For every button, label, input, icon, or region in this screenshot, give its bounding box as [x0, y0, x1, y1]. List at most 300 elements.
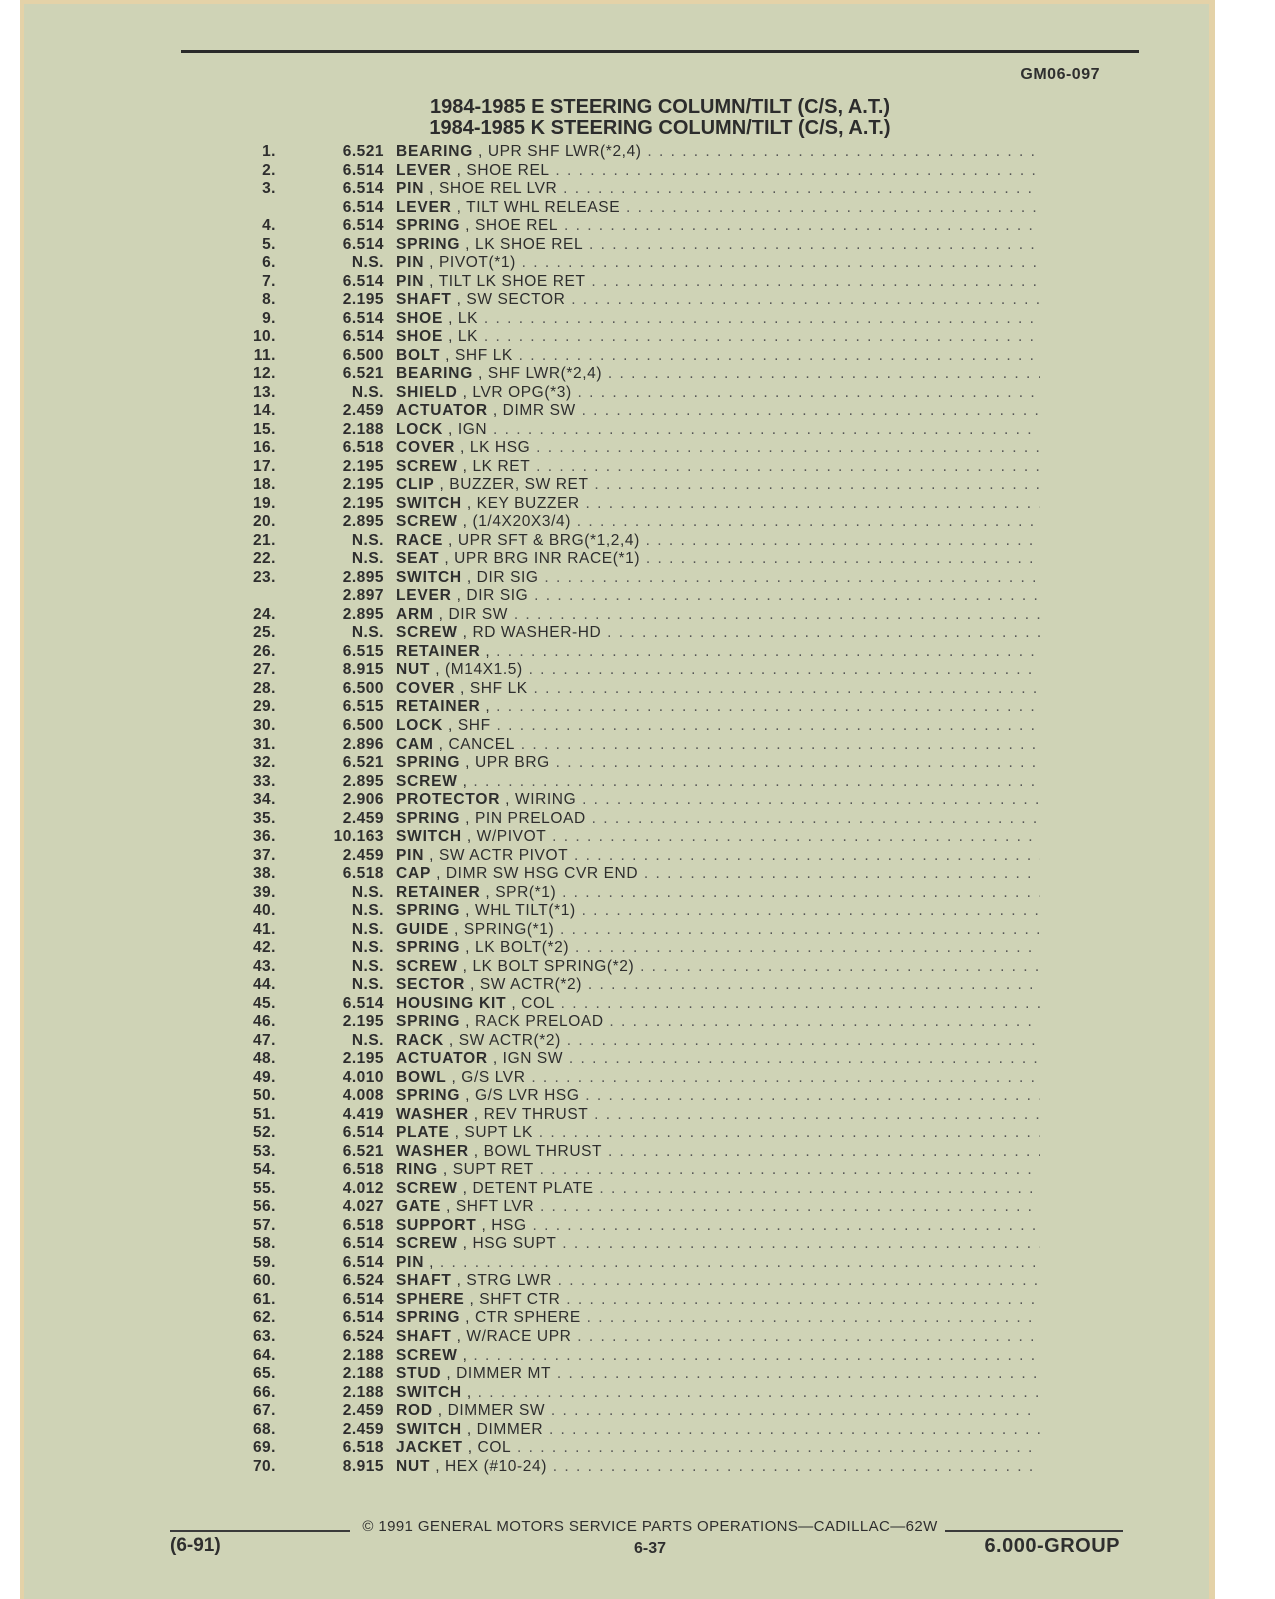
group-number: 6.514 [342, 198, 384, 216]
group-number: 2.459 [342, 1420, 384, 1438]
part-description [396, 1106, 1040, 1124]
part-name: SEAT [396, 550, 440, 568]
part-number: 13. [252, 383, 276, 401]
group-number: 6.514 [342, 272, 384, 290]
list-item [220, 1421, 1070, 1440]
list-item [220, 1124, 1070, 1143]
part-name: SHAFT [396, 1272, 452, 1290]
group-number: 6.514 [342, 161, 384, 179]
list-item [220, 1217, 1070, 1236]
part-name: RETAINER [396, 642, 481, 660]
group-number: 2.895 [342, 513, 384, 531]
part-number: 7. [262, 272, 276, 290]
part-number: 34. [252, 791, 276, 809]
part-description [396, 698, 1040, 716]
part-number: 62. [252, 1309, 276, 1327]
part-name: SWITCH [396, 828, 462, 846]
part-name: LOCK [396, 716, 444, 734]
part-detail: , UPR SHF LWR(*2,4) . . . [478, 143, 1040, 160]
part-description [396, 791, 1040, 809]
part-number: 57. [252, 1216, 276, 1234]
part-number: 18. [252, 476, 276, 494]
part-detail: , RACK PRELOAD . . . [465, 1013, 1040, 1030]
group-number: N.S. [351, 957, 384, 975]
part-name: BEARING [396, 143, 474, 160]
part-name: SCREW [396, 457, 458, 475]
part-name: CAP [396, 865, 432, 883]
part-name: SPRING [396, 939, 461, 957]
part-detail: , SHOE REL . . . [457, 162, 1040, 179]
list-item [220, 939, 1070, 958]
group-number: 2.896 [342, 735, 384, 753]
part-number: 61. [252, 1290, 276, 1308]
list-item [220, 680, 1070, 699]
group-label: 6.000-GROUP [984, 1535, 1120, 1557]
part-description [396, 661, 1040, 679]
part-name: WASHER [396, 1142, 469, 1160]
list-item [220, 736, 1070, 755]
list-item [220, 1143, 1070, 1162]
part-detail: , UPR BRG . . . [465, 754, 1040, 771]
part-description [396, 458, 1040, 476]
part-detail: , BUZZER, SW RET . . . [439, 476, 1040, 493]
part-description [396, 199, 1040, 217]
group-number: 6.514 [342, 1235, 384, 1253]
part-number: 60. [252, 1272, 276, 1290]
part-name: ACTUATOR [396, 1050, 488, 1068]
group-number: N.S. [351, 920, 384, 938]
list-item [220, 217, 1070, 236]
part-detail: , LVR OPG(*3) . . . [463, 384, 1040, 401]
part-detail: , G/S LVR HSG . . . [465, 1087, 1040, 1104]
list-item [220, 773, 1070, 792]
list-item [220, 995, 1070, 1014]
part-number: 6. [262, 254, 276, 272]
group-number: 2.895 [342, 568, 384, 586]
part-number: 9. [262, 309, 276, 327]
part-number: 50. [252, 1087, 276, 1105]
part-detail: , LK RET . . . [463, 458, 1040, 475]
list-item [220, 458, 1070, 477]
part-detail: , SHF . . . [448, 717, 1040, 734]
part-description [396, 476, 1040, 494]
list-item [220, 310, 1070, 329]
group-number: N.S. [351, 883, 384, 901]
part-description [396, 1050, 1040, 1068]
group-number: 2.895 [342, 772, 384, 790]
part-name: PIN [396, 180, 425, 198]
part-detail: , SW ACTR(*2) . . . [470, 976, 1040, 993]
part-name: RACK [396, 1031, 444, 1049]
group-number: 6.514 [342, 994, 384, 1012]
part-number: 52. [252, 1124, 276, 1142]
list-item [220, 902, 1070, 921]
part-name: ROD [396, 1402, 433, 1420]
part-description [396, 495, 1040, 513]
list-item [220, 1050, 1070, 1069]
part-description [396, 143, 1040, 161]
list-item [220, 1087, 1070, 1106]
list-item [220, 550, 1070, 569]
part-name: SCREW [396, 1179, 458, 1197]
list-item [220, 958, 1070, 977]
part-detail: , COL . . . [511, 995, 1040, 1012]
list-item [220, 643, 1070, 662]
list-item [220, 810, 1070, 829]
part-number: 40. [252, 902, 276, 920]
group-number: 2.188 [342, 1383, 384, 1401]
part-description [396, 532, 1040, 550]
part-number: 44. [252, 976, 276, 994]
part-number: 14. [252, 402, 276, 420]
group-number: 2.195 [342, 1050, 384, 1068]
part-number: 69. [252, 1439, 276, 1457]
part-detail: , IGN SW . . . [493, 1050, 1040, 1067]
group-number: 2.188 [342, 1346, 384, 1364]
group-number: 6.514 [342, 180, 384, 198]
group-number: 6.515 [342, 698, 384, 716]
list-item [220, 587, 1070, 606]
group-number: 6.518 [342, 439, 384, 457]
part-name: SUPPORT [396, 1216, 477, 1234]
part-description [396, 328, 1040, 346]
part-number: 10. [252, 328, 276, 346]
list-item [220, 476, 1070, 495]
part-name: SPRING [396, 809, 461, 827]
group-number: 6.515 [342, 642, 384, 660]
group-number: N.S. [351, 1031, 384, 1049]
list-item [220, 1328, 1070, 1347]
group-number: 8.915 [342, 661, 384, 679]
group-number: 6.514 [342, 217, 384, 235]
group-number: 6.521 [342, 365, 384, 383]
part-number: 45. [252, 994, 276, 1012]
part-number: 24. [252, 605, 276, 623]
part-detail: , SHF LK . . . [460, 680, 1040, 697]
part-detail: , WIRING . . . [505, 791, 1040, 808]
part-description [396, 1069, 1040, 1087]
part-name: RING [396, 1161, 438, 1179]
list-item [220, 421, 1070, 440]
part-detail: , REV THRUST . . . [474, 1106, 1040, 1123]
group-number: 2.195 [342, 457, 384, 475]
part-number: 41. [252, 920, 276, 938]
list-item [220, 661, 1070, 680]
part-detail: , CTR SPHERE . . . [465, 1309, 1040, 1326]
part-description [396, 606, 1040, 624]
part-number: 32. [252, 754, 276, 772]
list-item [220, 1347, 1070, 1366]
part-description [396, 217, 1040, 235]
list-item [220, 976, 1070, 995]
part-number: 54. [252, 1161, 276, 1179]
group-number: 10.163 [333, 828, 384, 846]
part-description [396, 902, 1040, 920]
part-description [396, 569, 1040, 587]
group-number: 4.027 [342, 1198, 384, 1216]
group-number: 2.459 [342, 809, 384, 827]
list-item [220, 1161, 1070, 1180]
part-description [396, 1272, 1040, 1290]
group-number: 6.518 [342, 1439, 384, 1457]
part-description [396, 402, 1040, 420]
part-detail: , DIR SIG . . . [467, 569, 1040, 586]
part-detail: , HEX (#10-24) . . . [435, 1458, 1040, 1475]
catalog-page [20, 0, 1215, 1599]
list-item [220, 1309, 1070, 1328]
list-item [220, 199, 1070, 218]
list-item [220, 236, 1070, 255]
part-detail: , LK BOLT(*2) . . . [465, 939, 1040, 956]
part-name: NUT [396, 661, 431, 679]
part-detail: , DIMR SW HSG CVR END . . . [436, 865, 1040, 882]
part-detail: , UPR BRG INR RACE(*1) . . . [444, 550, 1040, 567]
part-number: 67. [252, 1402, 276, 1420]
part-detail: , COL . . . [468, 1439, 1040, 1456]
part-number: 35. [252, 809, 276, 827]
list-item [220, 1365, 1070, 1384]
part-detail: , W/RACE UPR . . . [457, 1328, 1040, 1345]
part-name: CLIP [396, 476, 435, 494]
part-name: GATE [396, 1198, 442, 1216]
group-number: 6.524 [342, 1272, 384, 1290]
list-item [220, 754, 1070, 773]
part-number: 17. [252, 457, 276, 475]
group-number: 2.459 [342, 402, 384, 420]
group-number: 2.459 [342, 1402, 384, 1420]
part-description [396, 1161, 1040, 1179]
copyright-line: © 1991 GENERAL MOTORS SERVICE PARTS OPERATIONS—CADILLAC—62W [362, 1518, 938, 1535]
part-number: 43. [252, 957, 276, 975]
list-item [220, 847, 1070, 866]
part-description [396, 1458, 1040, 1476]
part-detail: , SHFT LVR . . . [446, 1198, 1040, 1215]
part-number: 70. [252, 1457, 276, 1475]
group-number: 2.195 [342, 476, 384, 494]
part-description [396, 1402, 1040, 1420]
part-number: 31. [252, 735, 276, 753]
part-description [396, 643, 1040, 661]
part-detail: , (1/4X20X3/4) . . . [463, 513, 1040, 530]
list-item [220, 791, 1070, 810]
part-name: RETAINER [396, 883, 481, 901]
part-description [396, 958, 1040, 976]
title-line-2: 1984-1985 K STEERING COLUMN/TILT (C/S, A.T.) [429, 117, 891, 139]
part-description [396, 365, 1040, 383]
part-description [396, 717, 1040, 735]
part-name: RACE [396, 531, 444, 549]
part-description [396, 828, 1040, 846]
group-number: 6.518 [342, 1216, 384, 1234]
group-number: 6.514 [342, 1253, 384, 1271]
part-detail: , G/S LVR . . . [451, 1069, 1040, 1086]
part-number: 63. [252, 1328, 276, 1345]
part-number: 66. [252, 1383, 276, 1401]
part-description [396, 273, 1040, 291]
part-description [396, 1347, 1040, 1365]
date-code: (6-91) [170, 1535, 221, 1556]
part-description [396, 1087, 1040, 1105]
part-number: 42. [252, 939, 276, 957]
part-name: SCREW [396, 1346, 458, 1364]
group-number: 2.188 [342, 420, 384, 438]
group-number: 6.521 [342, 1142, 384, 1160]
part-name: SPRING [396, 235, 461, 253]
part-detail: , SHFT CTR . . . [469, 1291, 1040, 1308]
part-detail: , HSG . . . [481, 1217, 1040, 1234]
part-name: SPRING [396, 754, 461, 772]
group-number: 6.500 [342, 346, 384, 364]
part-name: BOLT [396, 346, 441, 364]
group-number: 2.188 [342, 1365, 384, 1383]
part-name: WASHER [396, 1105, 469, 1123]
part-name: SWITCH [396, 494, 462, 512]
part-description [396, 1180, 1040, 1198]
part-number: 56. [252, 1198, 276, 1216]
group-number: 2.895 [342, 605, 384, 623]
part-detail: , LK . . . [448, 328, 1040, 345]
part-number: 48. [252, 1050, 276, 1068]
part-number: 37. [252, 846, 276, 864]
part-number: 22. [252, 550, 276, 568]
part-detail: , LK BOLT SPRING(*2) . . . [463, 958, 1040, 975]
group-number: 6.514 [342, 309, 384, 327]
list-item [220, 1032, 1070, 1051]
part-name: ARM [396, 605, 434, 623]
group-number: N.S. [351, 902, 384, 920]
list-item [220, 1384, 1070, 1403]
list-item [220, 162, 1070, 181]
part-number: 29. [252, 698, 276, 716]
part-name: PIN [396, 1253, 425, 1271]
part-detail: , CANCEL . . . [439, 736, 1040, 753]
group-number: 6.500 [342, 716, 384, 734]
part-detail: , KEY BUZZER . . . [467, 495, 1040, 512]
part-name: SPRING [396, 902, 461, 920]
part-detail: , SUPT LK . . . [455, 1124, 1040, 1141]
part-detail: , . . . [485, 698, 1040, 715]
part-name: BOWL [396, 1068, 447, 1086]
group-number: 8.915 [342, 1457, 384, 1475]
part-description [396, 513, 1040, 531]
part-name: SECTOR [396, 976, 466, 994]
part-detail: , . . . [463, 773, 1040, 790]
part-name: PIN [396, 846, 425, 864]
part-name: RETAINER [396, 698, 481, 716]
group-number: 6.518 [342, 1161, 384, 1179]
part-description [396, 847, 1040, 865]
list-item [220, 180, 1070, 199]
part-number: 33. [252, 772, 276, 790]
part-name: SCREW [396, 957, 458, 975]
group-number: 6.521 [342, 143, 384, 160]
part-number: 21. [252, 531, 276, 549]
part-number: 36. [252, 828, 276, 846]
page-number: 6-37 [633, 1540, 667, 1557]
part-description [396, 736, 1040, 754]
group-number: 4.012 [342, 1179, 384, 1197]
list-item [220, 1291, 1070, 1310]
part-description [396, 1328, 1040, 1346]
list-item [220, 1106, 1070, 1125]
part-description [396, 421, 1040, 439]
list-item [220, 1180, 1070, 1199]
group-number: 4.010 [342, 1068, 384, 1086]
part-detail: , DIR SW . . . [439, 606, 1040, 623]
part-number: 3. [262, 180, 276, 198]
part-description [396, 865, 1040, 883]
group-number: 6.521 [342, 754, 384, 772]
part-description [396, 384, 1040, 402]
part-description [396, 439, 1040, 457]
parts-list [220, 143, 1070, 1476]
part-description [396, 1013, 1040, 1031]
part-number: 47. [252, 1031, 276, 1049]
list-item [220, 495, 1070, 514]
part-description [396, 1439, 1040, 1457]
part-description [396, 624, 1040, 642]
part-number: 1. [262, 143, 276, 160]
part-description [396, 254, 1040, 272]
part-number: 53. [252, 1142, 276, 1160]
part-description [396, 180, 1040, 198]
part-detail: , SW ACTR PIVOT . . . [429, 847, 1040, 864]
part-number: 15. [252, 420, 276, 438]
part-name: BEARING [396, 365, 474, 383]
part-detail: , SW SECTOR . . . [457, 291, 1040, 308]
part-description [396, 347, 1040, 365]
list-item [220, 717, 1070, 736]
part-number: 65. [252, 1365, 276, 1383]
part-detail: , SUPT RET . . . [443, 1161, 1040, 1178]
list-item [220, 606, 1070, 625]
part-number: 12. [252, 365, 276, 383]
part-name: SHAFT [396, 1328, 452, 1345]
part-description [396, 1124, 1040, 1142]
part-name: PROTECTOR [396, 791, 501, 809]
list-item [220, 1254, 1070, 1273]
part-description [396, 1235, 1040, 1253]
list-item [220, 1069, 1070, 1088]
part-detail: , LK SHOE REL . . . [465, 236, 1040, 253]
group-number: N.S. [351, 550, 384, 568]
part-number: 23. [252, 568, 276, 586]
part-detail: , DIR SIG . . . [457, 587, 1040, 604]
part-detail: , LK HSG . . . [460, 439, 1040, 456]
footer-rule-right [945, 1530, 1123, 1532]
part-name: SHAFT [396, 291, 452, 309]
list-item [220, 1402, 1070, 1421]
part-detail: , BOWL THRUST . . . [474, 1143, 1040, 1160]
list-item [220, 384, 1070, 403]
part-detail: , DIMMER . . . [467, 1421, 1040, 1438]
part-number: 25. [252, 624, 276, 642]
part-description [396, 773, 1040, 791]
part-detail: , TILT WHL RELEASE . . . [457, 199, 1040, 216]
part-name: SWITCH [396, 1383, 462, 1401]
group-number: 6.514 [342, 1309, 384, 1327]
group-number: 6.500 [342, 679, 384, 697]
part-number: 49. [252, 1068, 276, 1086]
part-number: 26. [252, 642, 276, 660]
part-name: SCREW [396, 1235, 458, 1253]
part-detail: , UPR SFT & BRG(*1,2,4) . . . [448, 532, 1040, 549]
part-description [396, 1032, 1040, 1050]
part-detail: , WHL TILT(*1) . . . [465, 902, 1040, 919]
page-code: GM06-097 [1020, 66, 1100, 83]
list-item [220, 1458, 1070, 1477]
list-item [220, 1013, 1070, 1032]
